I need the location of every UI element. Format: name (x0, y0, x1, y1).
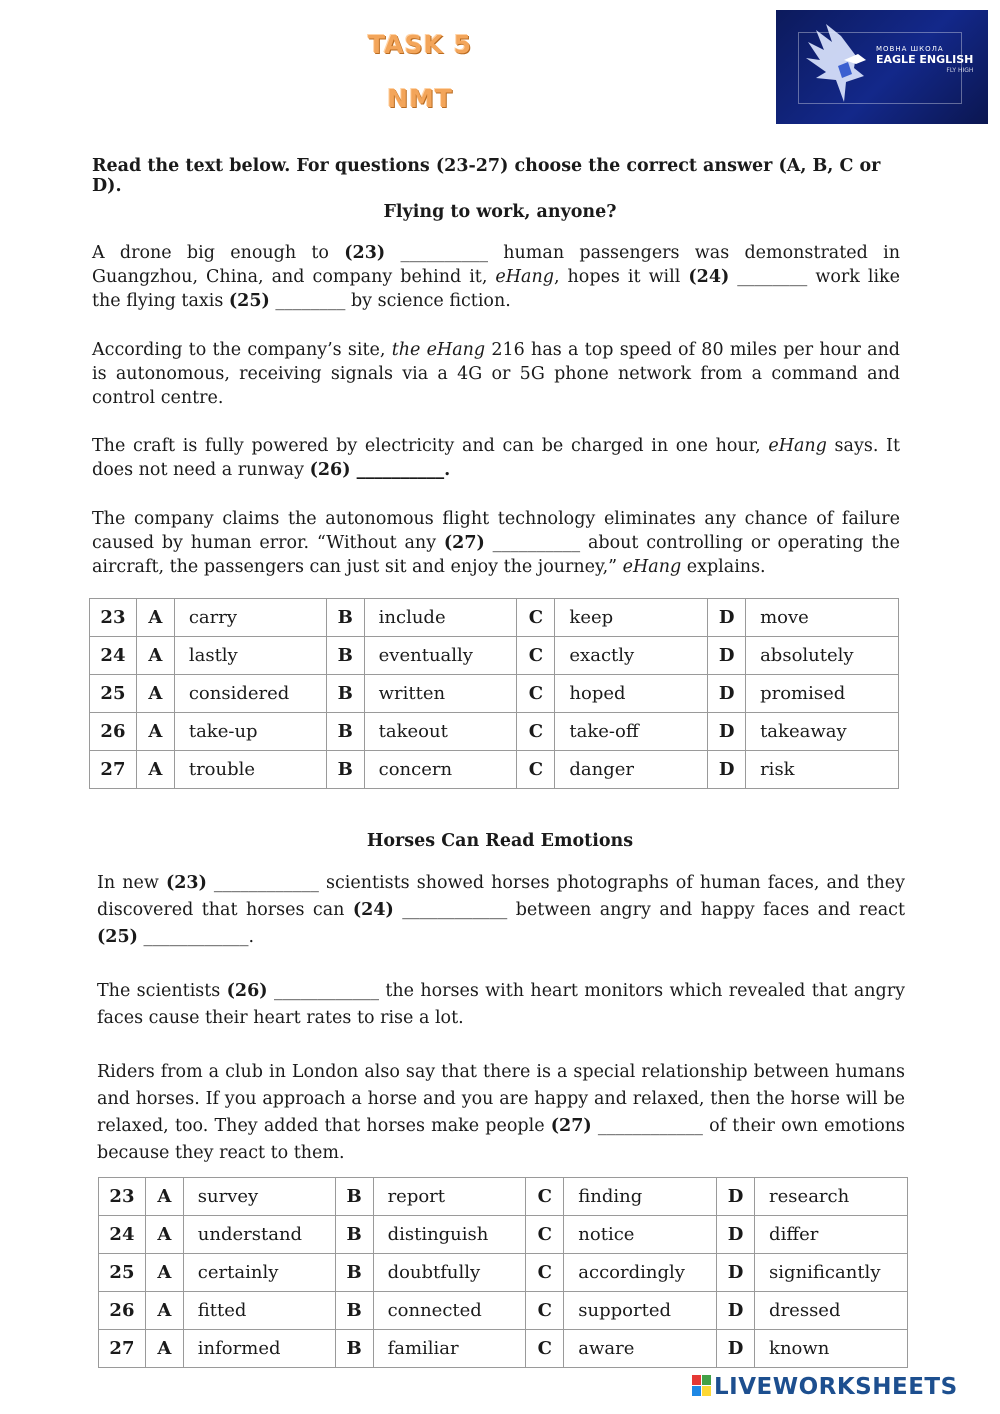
option-b[interactable]: doubtfully (373, 1254, 526, 1292)
option-a[interactable]: informed (183, 1330, 335, 1368)
option-d[interactable]: research (755, 1178, 908, 1216)
option-letter-a: A (136, 751, 174, 789)
table-row (90, 713, 899, 751)
footer-brand: LIVEWORKSHEETS (714, 1374, 958, 1400)
table-row (90, 675, 899, 713)
text2-title: Horses Can Read Emotions (366, 831, 634, 851)
option-letter-d: D (717, 1292, 755, 1330)
table-row (99, 1216, 908, 1254)
option-c[interactable]: notice (564, 1216, 717, 1254)
option-letter-c: C (517, 637, 555, 675)
option-letter-a: A (145, 1330, 183, 1368)
text1-paragraph-4: The company claims the autonomous flight technology eliminates any chance of failure caused by human error. “Without any (27) __________ about controlling or operating the aircraft, the passengers can just sit and enjoy the journey,” eHang explains. (92, 509, 900, 577)
option-letter-d: D (708, 713, 746, 751)
option-d[interactable]: dressed (755, 1292, 908, 1330)
option-c[interactable]: aware (564, 1330, 717, 1368)
table-row (99, 1330, 908, 1368)
school-logo (776, 10, 988, 124)
option-letter-c: C (517, 599, 555, 637)
question-number: 23 (90, 599, 137, 637)
option-b[interactable]: eventually (364, 637, 517, 675)
exam-label: NMT (387, 84, 453, 113)
option-a[interactable]: take-up (174, 713, 326, 751)
question-number: 24 (99, 1216, 146, 1254)
option-letter-d: D (717, 1330, 755, 1368)
option-b[interactable]: takeout (364, 713, 517, 751)
option-b[interactable]: concern (364, 751, 517, 789)
table-row (90, 637, 899, 675)
text2-paragraph-3: Riders from a club in London also say that there is a special relationship between humans and horses. If you approach a horse and you are happy and relaxed, then the horse will be relaxed, too. They added that horses make people (27) ____________ of their own emotions because they react to them. (97, 1062, 906, 1163)
text1-paragraph-3: The craft is fully powered by electricity and can be charged in one hour, eHang says. It does not need a runway (26) __________. (92, 436, 900, 480)
option-letter-b: B (335, 1330, 373, 1368)
option-letter-c: C (526, 1330, 564, 1368)
question-number: 23 (99, 1178, 146, 1216)
option-c[interactable]: finding (564, 1178, 717, 1216)
text1-paragraph-2: According to the company’s site, the eHang 216 has a top speed of 80 miles per hour and is autonomous, receiving signals via a 4G or 5G phone network from a command and control centre. (92, 340, 900, 408)
question-number: 26 (90, 713, 137, 751)
option-c[interactable]: keep (555, 599, 708, 637)
text1-paragraph-1: A drone big enough to (23) __________ human passengers was demonstrated in Guangzhou, China, and company behind it, eHang, hopes it will (24) ________ work like the flying taxis (25) ________ by science fiction. (92, 243, 901, 311)
option-letter-d: D (708, 751, 746, 789)
option-letter-c: C (517, 751, 555, 789)
option-letter-b: B (326, 751, 364, 789)
table-row (99, 1178, 908, 1216)
option-letter-a: A (136, 713, 174, 751)
eagle-icon (786, 16, 876, 116)
option-b[interactable]: familiar (373, 1330, 526, 1368)
option-letter-b: B (335, 1292, 373, 1330)
option-c[interactable]: take-off (555, 713, 708, 751)
liveworksheets-footer[interactable] (692, 1374, 958, 1404)
option-d[interactable]: takeaway (746, 713, 899, 751)
text1-options-table (89, 598, 899, 789)
question-number: 27 (99, 1330, 146, 1368)
option-letter-b: B (335, 1254, 373, 1292)
text2-options-body (99, 1178, 908, 1368)
option-letter-a: A (145, 1178, 183, 1216)
text2-paragraph-1: In new (23) ____________ scientists showed horses photographs of human faces, and they discovered that horses can (24) ____________ between angry and happy faces and react (25) ____________. (97, 873, 905, 947)
table-row (99, 1254, 908, 1292)
option-letter-d: D (708, 637, 746, 675)
logo-school-line: МОВНА ШКОЛА (876, 45, 944, 53)
question-number: 26 (99, 1292, 146, 1330)
table-row (90, 599, 899, 637)
liveworksheets-logo-icon (692, 1375, 712, 1397)
option-b[interactable]: include (364, 599, 517, 637)
question-number: 25 (99, 1254, 146, 1292)
option-letter-c: C (517, 675, 555, 713)
option-letter-d: D (708, 599, 746, 637)
option-letter-d: D (708, 675, 746, 713)
option-a[interactable]: understand (183, 1216, 335, 1254)
option-b[interactable]: written (364, 675, 517, 713)
option-d[interactable]: absolutely (746, 637, 899, 675)
option-letter-b: B (335, 1216, 373, 1254)
option-c[interactable]: exactly (555, 637, 708, 675)
option-c[interactable]: accordingly (564, 1254, 717, 1292)
text2-paragraph-2: The scientists (26) ____________ the horses with heart monitors which revealed that angry faces cause their heart rates to rise a lot. (97, 981, 905, 1028)
option-b[interactable]: report (373, 1178, 526, 1216)
option-letter-b: B (326, 599, 364, 637)
option-letter-b: B (335, 1178, 373, 1216)
option-a[interactable]: carry (174, 599, 326, 637)
option-d[interactable]: move (746, 599, 899, 637)
option-letter-a: A (145, 1292, 183, 1330)
option-c[interactable]: danger (555, 751, 708, 789)
option-d[interactable]: promised (746, 675, 899, 713)
task-title: TASK 5 (368, 30, 472, 59)
option-d[interactable]: differ (755, 1216, 908, 1254)
option-letter-a: A (136, 599, 174, 637)
option-d[interactable]: known (755, 1330, 908, 1368)
option-a[interactable]: trouble (174, 751, 326, 789)
option-a[interactable]: lastly (174, 637, 326, 675)
option-c[interactable]: supported (564, 1292, 717, 1330)
logo-brand: EAGLE ENGLISH (876, 53, 974, 67)
option-letter-c: C (517, 713, 555, 751)
option-letter-a: A (145, 1216, 183, 1254)
text1-title: Flying to work, anyone? (383, 202, 617, 222)
instructions: Read the text below. For questions (23-27) choose the correct answer (A, B, C or D). (92, 156, 881, 196)
option-b[interactable]: distinguish (373, 1216, 526, 1254)
text2-options-table (98, 1177, 908, 1368)
question-number: 24 (90, 637, 137, 675)
option-letter-a: A (136, 637, 174, 675)
option-b[interactable]: connected (373, 1292, 526, 1330)
option-letter-b: B (326, 637, 364, 675)
logo-tagline: FLY HIGH (946, 66, 974, 74)
text1-options-body (90, 599, 899, 789)
option-a[interactable]: certainly (183, 1254, 335, 1292)
option-letter-c: C (526, 1292, 564, 1330)
option-letter-b: B (326, 713, 364, 751)
question-number: 27 (90, 751, 137, 789)
logo-text (876, 45, 973, 74)
option-letter-a: A (136, 675, 174, 713)
option-a[interactable]: survey (183, 1178, 335, 1216)
option-letter-d: D (717, 1216, 755, 1254)
option-letter-d: D (717, 1254, 755, 1292)
table-row (90, 751, 899, 789)
option-a[interactable]: fitted (183, 1292, 335, 1330)
option-letter-a: A (145, 1254, 183, 1292)
option-letter-d: D (717, 1178, 755, 1216)
question-number: 25 (90, 675, 137, 713)
option-d[interactable]: significantly (755, 1254, 908, 1292)
option-letter-c: C (526, 1216, 564, 1254)
option-letter-c: C (526, 1254, 564, 1292)
option-c[interactable]: hoped (555, 675, 708, 713)
table-row (99, 1292, 908, 1330)
option-d[interactable]: risk (746, 751, 899, 789)
option-a[interactable]: considered (174, 675, 326, 713)
option-letter-c: C (526, 1178, 564, 1216)
option-letter-b: B (326, 675, 364, 713)
